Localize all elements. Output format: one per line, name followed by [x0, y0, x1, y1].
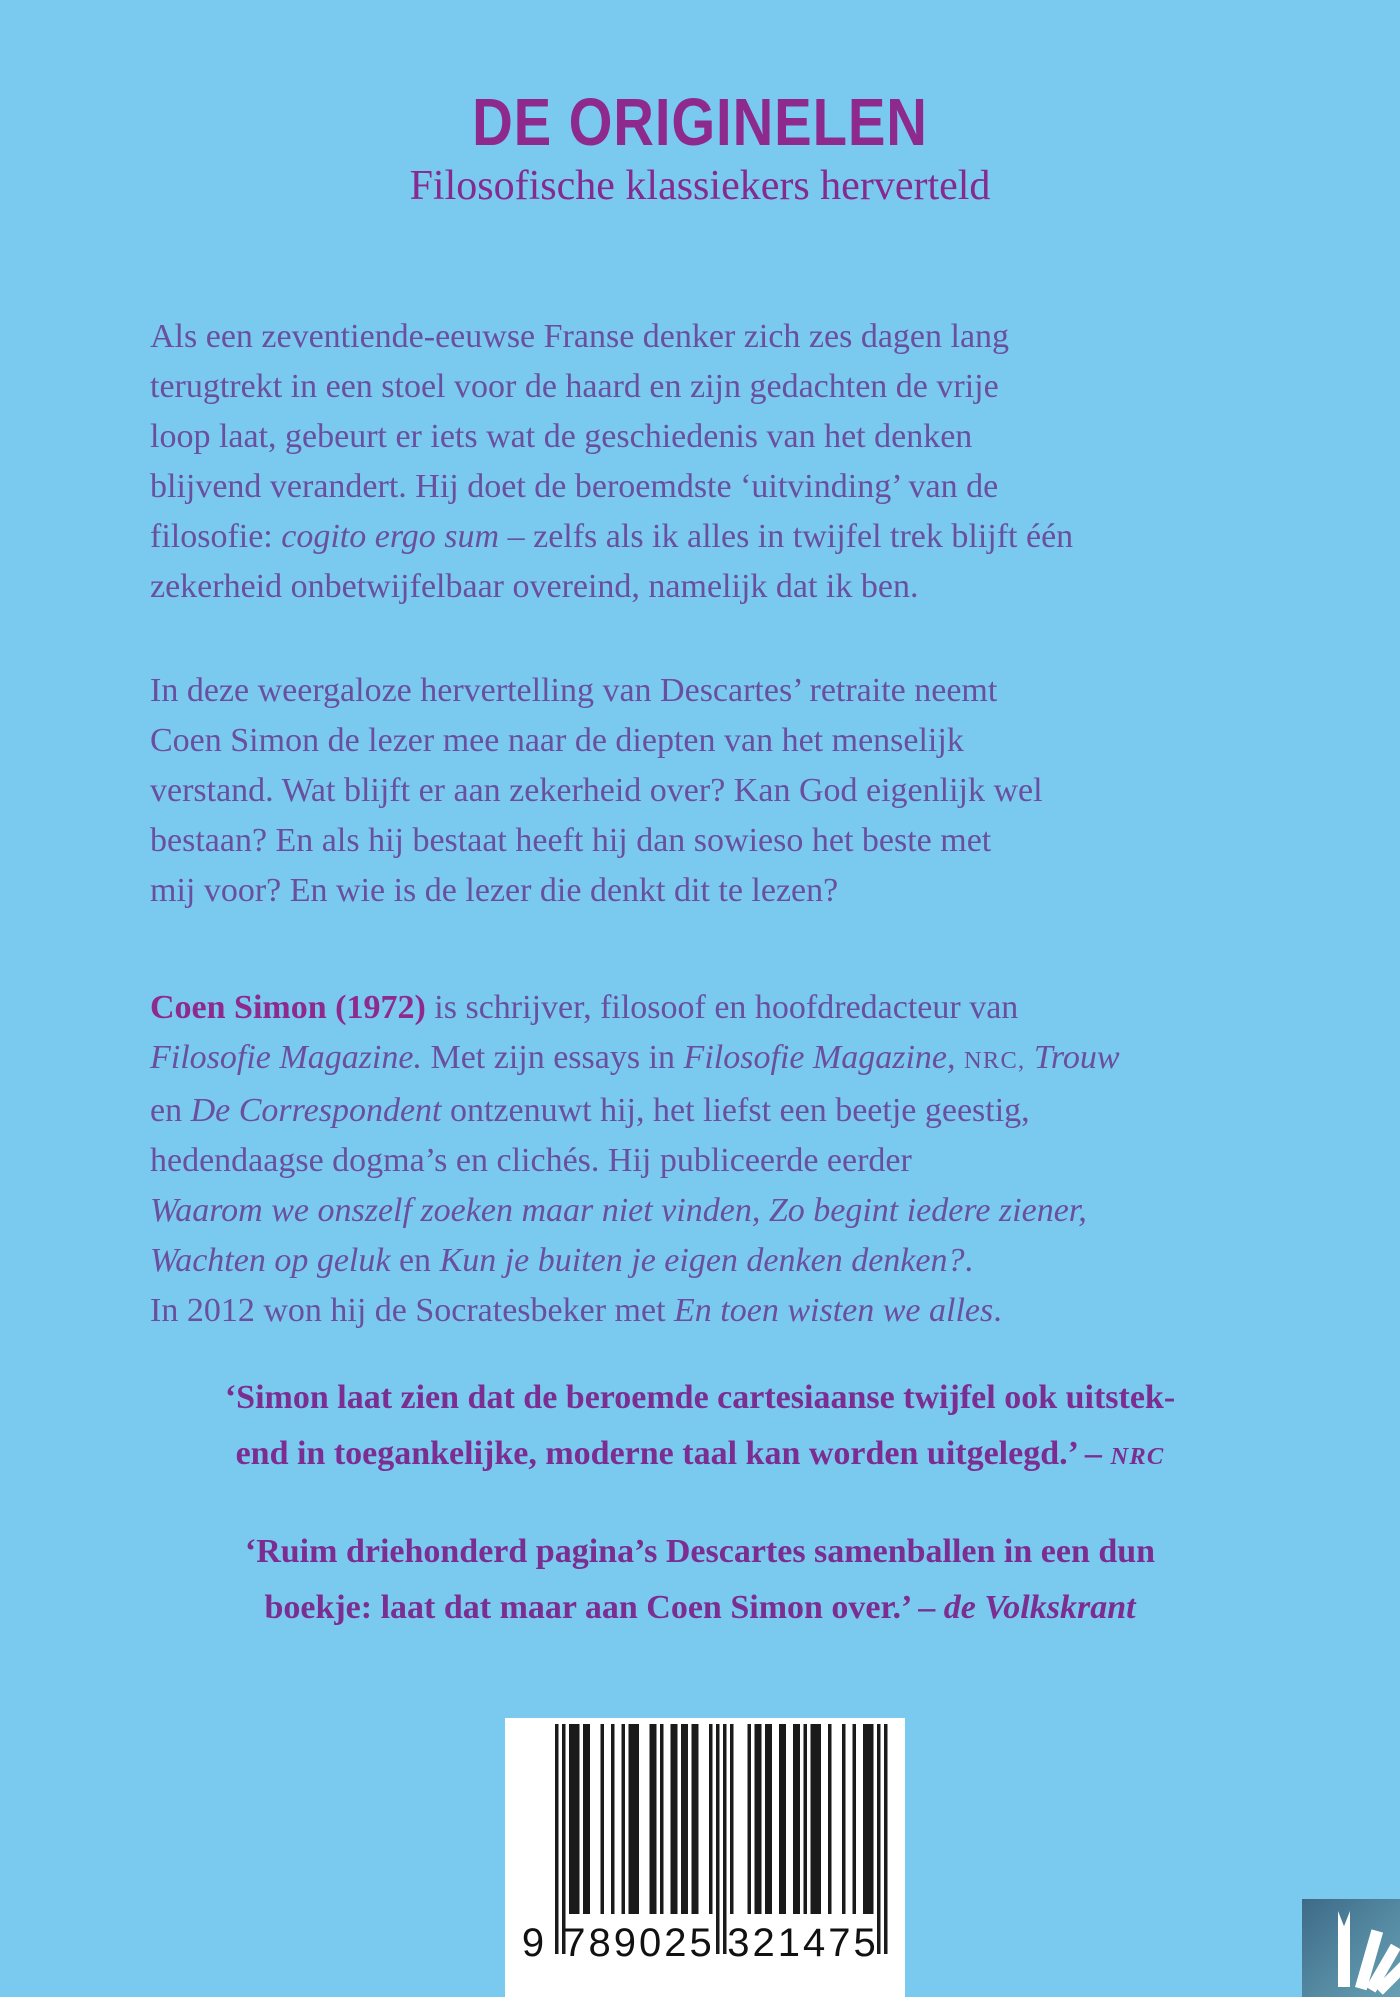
- blurb-1-line: zekerheid onbetwijfelbaar overeind, namelijk dat ik ben.: [150, 568, 919, 605]
- author-bio-line: In 2012 won hij de Socratesbeker met En toen wisten we alles.: [150, 1292, 1002, 1329]
- author-bio-line: Wachten op geluk en Kun je buiten je eigen denken denken?.: [150, 1242, 973, 1279]
- blurb-2-line: verstand. Wat blijft er aan zekerheid over? Kan God eigenlijk wel: [150, 772, 1043, 809]
- author-bio-line: Coen Simon (1972) is schrijver, filosoof en hoofdredacteur van: [150, 989, 1019, 1026]
- blurb-2-line: mij voor? En wie is de lezer die denkt dit te lezen?: [150, 872, 839, 909]
- book-spine-icon: [1338, 1911, 1350, 1987]
- quote-nrc-line: ‘Simon laat zien dat de beroemde cartesiaanse twijfel ook uitstek-: [224, 1379, 1176, 1416]
- blurb-2-line: In deze weergaloze hervertelling van Descartes’ retraite neemt: [150, 672, 998, 709]
- blurb-1-line: terugtrekt in een stoel voor de haard en zijn gedachten de vrije: [150, 368, 999, 405]
- series-title: [0, 84, 1400, 160]
- blurb-1-line: Als een zeventiende-eeuwse Franse denker zich zes dagen lang: [150, 318, 1010, 355]
- barcode-panel: [505, 1718, 905, 1997]
- svg-text:9: 9: [521, 1921, 545, 1965]
- blurb-1-line: filosofie: cogito ergo sum – zelfs als ik alles in twijfel trek blijft één: [150, 518, 1074, 555]
- blurb-1: [150, 312, 1290, 612]
- blurb-1-line: loop laat, gebeurt er iets wat de geschiedenis van het denken: [150, 418, 973, 455]
- blurb-1-line: blijvend verandert. Hij doet de beroemdste ‘uitvinding’ van de: [150, 468, 999, 505]
- quote-nrc: [75, 1370, 1325, 1485]
- quote-volkskrant-line: ‘Ruim driehonderd pagina’s Descartes samenballen in een dun: [244, 1533, 1156, 1570]
- series-title-text: DE ORIGINELEN: [472, 84, 928, 160]
- quote-nrc-line: end in toegankelijke, moderne taal kan worden uitgelegd.’ – NRC: [235, 1435, 1165, 1472]
- svg-text:789025: 789025: [563, 1921, 715, 1965]
- author-bio-line: en De Correspondent ontzenuwt hij, het liefst een beetje geestig,: [150, 1092, 1030, 1129]
- blurb-2-line: bestaan? En als hij bestaat heeft hij dan sowieso het beste met: [150, 822, 992, 859]
- author-bio-line: Filosofie Magazine. Met zijn essays in Filosofie Magazine, NRC, Trouw: [150, 1039, 1120, 1076]
- quote-volkskrant-line: boekje: laat dat maar aan Coen Simon over.’ – de Volkskrant: [264, 1589, 1136, 1626]
- series-subtitle: Filosofische klassiekers herverteld: [409, 163, 991, 209]
- quote-volkskrant: [75, 1524, 1325, 1636]
- ean13-barcode: [505, 1718, 905, 1997]
- author-bio-line: hedendaagse dogma’s en clichés. Hij publiceerde eerder: [150, 1142, 912, 1179]
- author-bio-line: Waarom we onszelf zoeken maar niet vinden, Zo begint iedere ziener,: [150, 1192, 1087, 1229]
- author-bio: [150, 983, 1290, 1336]
- falling-books-logo: [1302, 1899, 1400, 1997]
- blurb-2-line: Coen Simon de lezer mee naar de diepten van het menselijk: [150, 722, 964, 759]
- blurb-2: [150, 666, 1290, 916]
- svg-text:321475: 321475: [727, 1921, 879, 1965]
